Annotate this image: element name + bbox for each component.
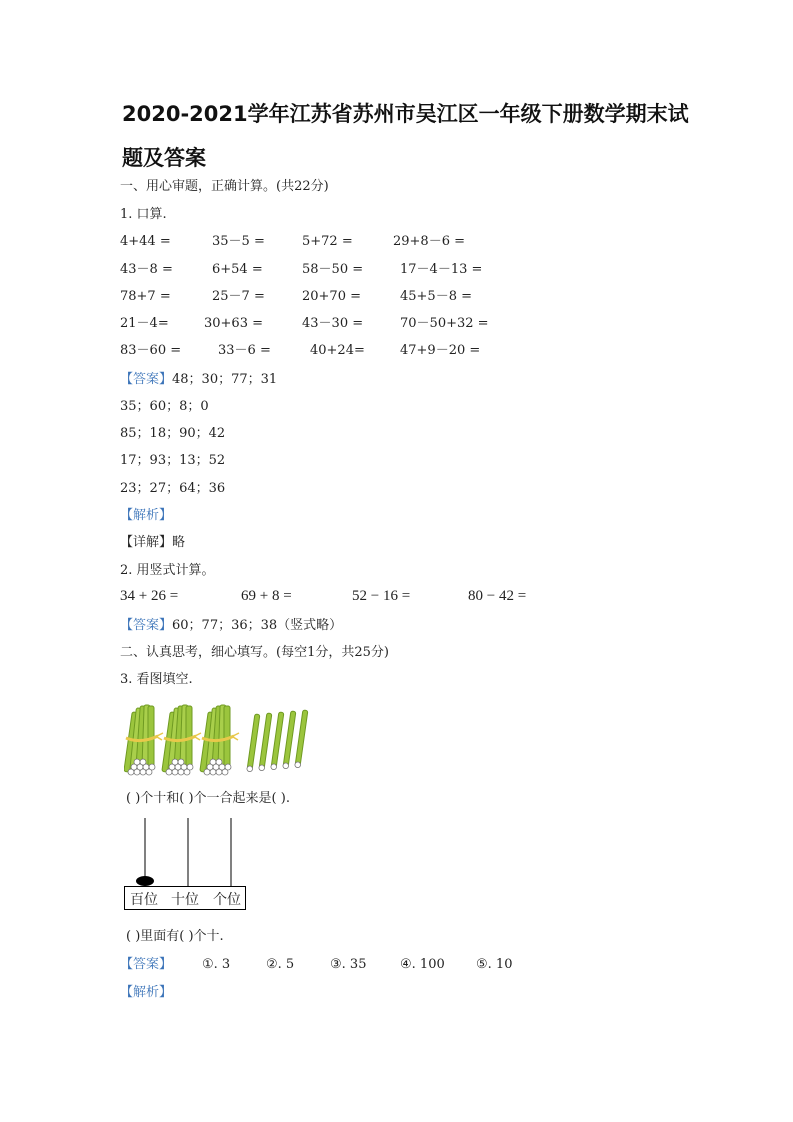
sticks-illustration <box>124 698 324 778</box>
q1-answer <box>120 372 277 388</box>
oral-expr: 83－60 = <box>120 343 182 358</box>
q1-label: 1. 口算. <box>120 207 167 222</box>
oral-expr: 43－8 = <box>120 262 173 277</box>
oral-expr: 21－4= <box>120 316 169 331</box>
detail-tag: 【详解】 <box>120 535 173 550</box>
q3-answer-item: ②. 5 <box>266 957 295 972</box>
single-stick <box>247 714 261 772</box>
single-stick <box>283 711 297 769</box>
place-tens: 十位 <box>171 892 199 908</box>
doc-title-line1: 2020-2021学年江苏省苏州市吴江区一年级下册数学期末试 <box>122 102 689 126</box>
oral-expr: 25－7 = <box>212 289 265 304</box>
vertical-expr: 80 − 42 = <box>468 588 527 604</box>
oral-expr: 5+72 = <box>302 234 353 249</box>
oral-expr: 35－5 = <box>212 234 265 249</box>
ten-bundle <box>162 705 201 775</box>
section2-heading: 二、认真思考，细心填写。(每空1分，共25分) <box>120 645 389 660</box>
answer-tag: 【答案】 <box>120 372 173 387</box>
q2-label: 2. 用竖式计算。 <box>120 563 215 578</box>
oral-expr: 4+44 = <box>120 234 171 249</box>
vertical-expr: 69 + 8 = <box>241 588 292 604</box>
oral-expr: 6+54 = <box>212 262 263 277</box>
oral-expr: 43－30 = <box>302 316 364 331</box>
q3-answer-item: ⑤. 10 <box>476 957 513 972</box>
answer-tag: 【答案】 <box>120 618 173 633</box>
abacus-rods <box>120 816 250 888</box>
ten-bundle <box>200 705 239 775</box>
answer-tag: 【答案】 <box>120 957 173 972</box>
vertical-expr: 34 + 26 = <box>120 588 179 604</box>
analysis-tag: 【解析】 <box>120 985 173 1000</box>
q3-answer-item: ①. 3 <box>202 957 231 972</box>
ten-bundle <box>124 705 163 775</box>
q2-answer <box>120 618 342 634</box>
single-stick <box>295 710 309 768</box>
fill-blank-1: ( )个十和( )个一合起来是( ). <box>126 791 290 806</box>
q2-answer-text: 60；77；36；38（竖式略） <box>172 618 343 633</box>
oral-expr: 17－4－13 = <box>400 262 483 277</box>
oral-expr: 78+7 = <box>120 289 171 304</box>
place-hundreds: 百位 <box>130 892 158 908</box>
oral-expr: 58－50 = <box>302 262 364 277</box>
oral-expr: 45+5－8 = <box>400 289 473 304</box>
single-stick <box>259 713 273 771</box>
doc-title-line2: 题及答案 <box>122 146 206 170</box>
answer-row: 48；30；77；31 <box>172 372 278 387</box>
q3-answer-item: ④. 100 <box>400 957 445 972</box>
section1-heading: 一、用心审题，正确计算。(共22分) <box>120 179 329 194</box>
oral-expr: 40+24= <box>310 343 365 358</box>
answer-row: 23；27；64；36 <box>120 481 226 496</box>
single-stick <box>271 712 285 770</box>
place-value-box <box>124 886 246 910</box>
answer-row: 85；18；90；42 <box>120 426 226 441</box>
oral-expr: 70－50+32 = <box>400 316 489 331</box>
oral-expr: 29+8－6 = <box>393 234 466 249</box>
place-ones: 个位 <box>213 892 241 908</box>
answer-row: 17；93；13；52 <box>120 453 226 468</box>
q3-answer-item: ③. 35 <box>330 957 367 972</box>
oral-expr: 47+9－20 = <box>400 343 481 358</box>
oral-expr: 30+63 = <box>204 316 264 331</box>
q3-answer <box>120 957 540 973</box>
oral-expr: 20+70 = <box>302 289 362 304</box>
detail-line <box>120 535 185 551</box>
abacus-bead <box>136 876 154 886</box>
fill-blank-2: ( )里面有( )个十. <box>126 929 224 944</box>
analysis-tag: 【解析】 <box>120 508 173 523</box>
vertical-expr: 52 − 16 = <box>352 588 411 604</box>
detail-text: 略 <box>172 535 186 550</box>
oral-expr: 33－6 = <box>218 343 271 358</box>
answer-row: 35；60；8；0 <box>120 399 209 414</box>
q3-label: 3. 看图填空. <box>120 672 193 687</box>
